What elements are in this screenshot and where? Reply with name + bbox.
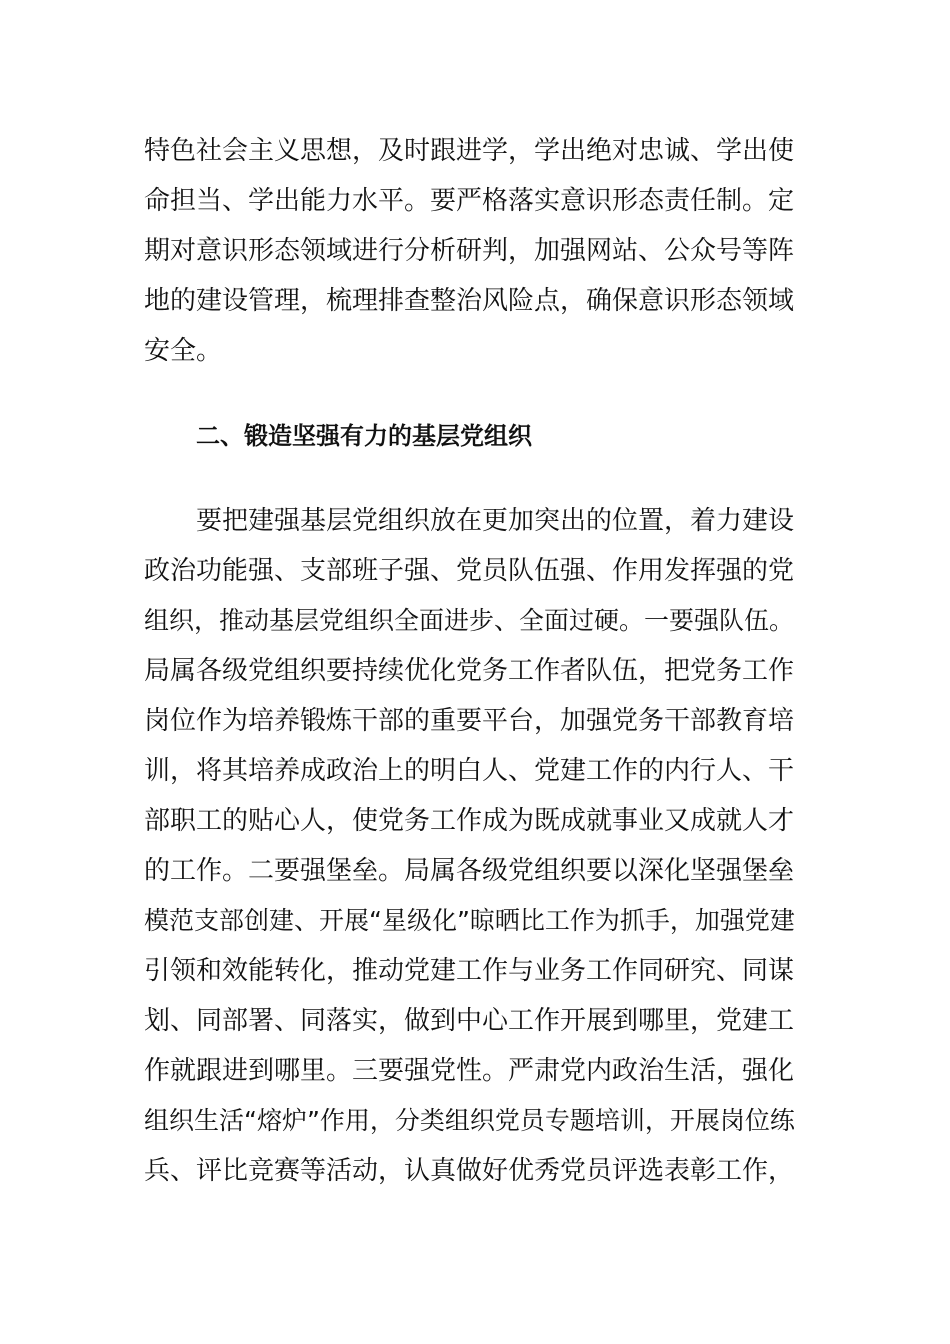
text-line: 作就跟进到哪里。三要强党性。严肃党内政治生活，强化: [144, 1056, 795, 1086]
text-line: 命担当、学出能力水平。要严格落实意识形态责任制。定: [144, 186, 795, 216]
text-line: 特色社会主义思想，及时跟进学，学出绝对忠诚、学出使: [144, 136, 795, 166]
section-heading: 二、锻造坚强有力的基层党组织: [196, 422, 532, 450]
text-line: 政治功能强、支部班子强、党员队伍强、作用发挥强的党: [144, 556, 795, 586]
text-line: 组织生活“熔炉”作用，分类组织党员专题培训，开展岗位练: [144, 1106, 795, 1135]
text-line: 划、同部署、同落实，做到中心工作开展到哪里，党建工: [144, 1006, 795, 1036]
text-line: 部职工的贴心人，使党务工作成为既成就事业又成就人才: [144, 806, 795, 836]
text-line: 模范支部创建、开展“星级化”晾晒比工作为抓手，加强党建: [144, 906, 795, 935]
text-line: 的工作。二要强堡垒。局属各级党组织要以深化坚强堡垒: [144, 856, 795, 886]
text-line: 岗位作为培养锻炼干部的重要平台，加强党务干部教育培: [144, 706, 795, 736]
paragraph-grassroots: [144, 496, 804, 1196]
text-line: 兵、评比竞赛等活动，认真做好优秀党员评选表彰工作，: [144, 1156, 795, 1186]
text-line: 训，将其培养成政治上的明白人、党建工作的内行人、干: [144, 756, 795, 786]
text-line: 组织，推动基层党组织全面进步、全面过硬。一要强队伍。: [144, 606, 795, 635]
text-line: 安全。: [144, 336, 223, 366]
text-line: 期对意识形态领域进行分析研判，加强网站、公众号等阵: [144, 236, 795, 266]
paragraph-ideology: [144, 126, 804, 376]
text-line: 地的建设管理，梳理排查整治风险点，确保意识形态领域: [144, 286, 795, 316]
text-line: 局属各级党组织要持续优化党务工作者队伍，把党务工作: [144, 656, 795, 686]
text-line: 要把建强基层党组织放在更加突出的位置，着力建设: [196, 506, 795, 536]
text-line: 引领和效能转化，推动党建工作与业务工作同研究、同谋: [144, 956, 795, 986]
